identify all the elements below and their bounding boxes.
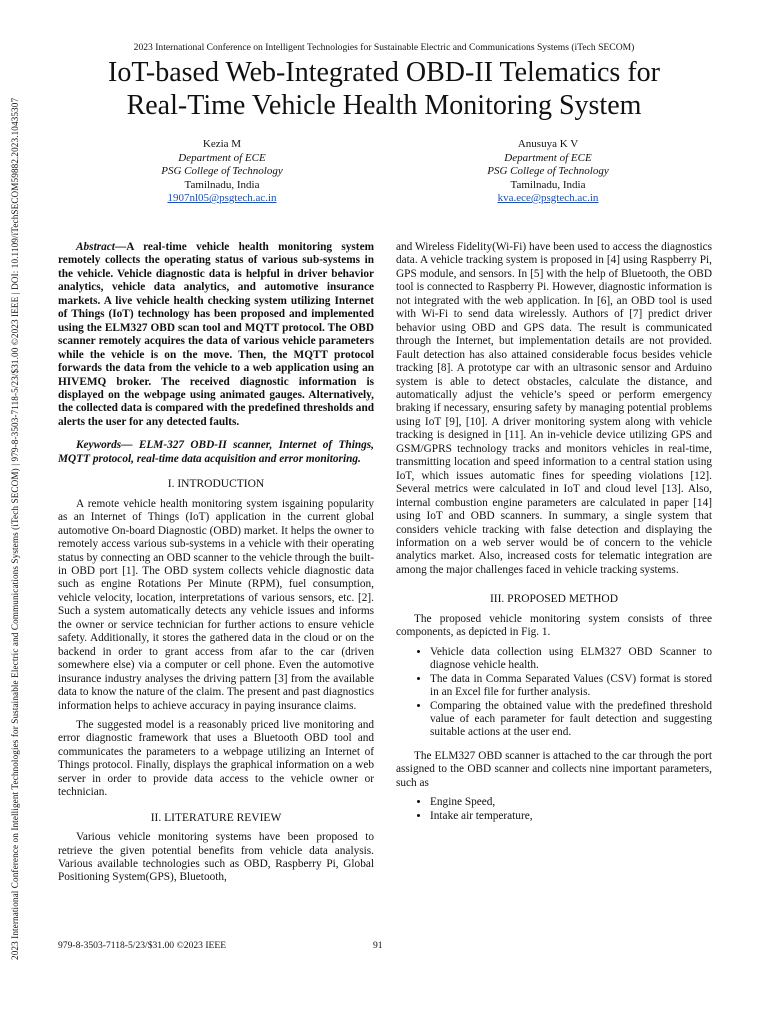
lit-paragraph-continued: and Wireless Fidelity(Wi-Fi) have been used to access the diagnostics data. A vehicle tracking system is proposed in [4] using Raspberry Pi, GPS module, and sensors. In [5] with the help of Bluetooth, the OBD tool is connected to Raspberry Pi. However, diagnostic information is not integrated with the web application. In [6], an OBD tool is used with Wi-Fi to send data wirelessly. Authors of [7] predict driver behavior using OBD and GPS data. The result is communicated through the Internet, but implementation details are not provided. Fault detection has also attained considerable focus besides vehicle tracking [8]. A prototype car with an ultrasonic sensor and Arduino system is able to detect obstacles, calculate the distance, and automatically adjust the vehicle’s speed or perform emergency braking if necessary, ensuring safety by managing potential problems using IoT [9], [10]. A driver monitoring system along with vehicle tracking is designed in [11]. An in-vehicle device utilizing GPS and GSM/GPRS technology tracks and monitors vehicles in real-time, transmitting location and speed information to a central station using IoT, which issues automatic fines for speeding violations [12]. Several metrics were calculated in IoT and cloud level [13]. Also, internal combustion engine parameters are calculated in paper [14] using IoT and OBD scanners. In summary, a single system that considers vehicle tracking with false detection and displaying the information on a web server would be of concern to the vehicle analytics market. Also, increased costs for telematic integration are among the major challenges faced in vehicle tracking systems.: [396, 241, 712, 576]
author-dept: Department of ECE: [504, 151, 592, 164]
author-dept: Department of ECE: [178, 151, 266, 164]
side-doi-strip: [10, 60, 24, 960]
author-email-link[interactable]: 1907nl05@psgtech.ac.in: [167, 192, 277, 204]
author-name: Anusuya K V: [517, 138, 579, 150]
section-2-heading: II. LITERATURE REVIEW: [150, 811, 282, 824]
side-doi-text: 2023 International Conference on Intelligent Technologies for Sustainable Electric and Communications Systems (iTech SECOM) | 979-8-3503-7118-5/23/$31.00 ©2023 IEEE | DOI: 10.1109/iTechSECOM59882.2023.10435307: [10, 97, 20, 960]
list-item: • Vehicle data collection using ELM327 OBD Scanner to diagnose vehicle health.: [430, 646, 712, 673]
section-3-heading: III. PROPOSED METHOD: [489, 593, 619, 606]
abstract: [58, 241, 374, 429]
author-block-1: [92, 138, 352, 206]
parameter-bullet-list: [396, 796, 712, 823]
paper-title: [40, 56, 728, 122]
abstract-label: Abstract: [76, 241, 115, 253]
author-institution: PSG College of Technology: [487, 165, 609, 177]
page-number: 91: [373, 940, 383, 951]
list-item: • Engine Speed,: [430, 796, 712, 809]
method-bullet-list: [396, 646, 712, 740]
keywords: Keywords— ELM-327 OBD-II scanner, Internet of Things, MQTT protocol, real-time data acquisition and error monitoring.: [58, 439, 374, 465]
lit-paragraph-1: Various vehicle monitoring systems have been proposed to retrieve the given potential benefits from vehicle data analysis. Various available technologies such as OBD, Raspberry Pi, Global Positioning System(GPS), Bluetooth,: [58, 831, 374, 884]
abstract-text: —A real-time vehicle health monitoring system remotely collects the operating status of various sub-systems in the vehicle. Vehicle diagnostic data is helpful in driver behavior analytics, vehicle data analytics, and automotive insurance markets. A live vehicle health checking system utilizing Internet of Things (IoT) technology has been proposed and implemented using the ELM327 OBD scan tool and MQTT protocol. The OBD scanner remotely acquires the data of various vehicle parameters while the vehicle is on the move. Then, the MQTT protocol forwards the data from the vehicle to a web application using an HIVEMQ broker. The received diagnostic information is displayed on the webpage using animated gauges. Alternatively, the collected data is compared with the predefined thresholds and alerts the user for any detected faults.: [58, 241, 375, 428]
author-name: Kezia M: [202, 138, 242, 150]
conference-header: 2023 International Conference on Intelligent Technologies for Sustainable Electric and Communications Systems (iTech SECOM): [133, 42, 635, 53]
title-line-2: Real-Time Vehicle Health Monitoring System: [126, 90, 642, 121]
method-paragraph-2: The ELM327 OBD scanner is attached to the car through the port assigned to the OBD scanner and collects nine important parameters, such as: [396, 749, 712, 789]
author-location: Tamilnadu, India: [510, 178, 586, 191]
footer-copyright: 979-8-3503-7118-5/23/$31.00 ©2023 IEEE: [58, 940, 227, 951]
list-item: • Comparing the obtained value with the predefined threshold value of each parameter for fault detection and suggesting suitable actions at the user end.: [430, 700, 712, 740]
intro-paragraph-2: The suggested model is a reasonably priced live monitoring and error diagnostic framework that uses a Bluetooth OBD tool and communicates the parameters to a webpage utilizing an Internet of Things protocol. Finally, displays the graphical information on a web server in order to provide data access to the vehicle owner or technician.: [58, 718, 374, 799]
title-line-1: IoT-based Web-Integrated OBD-II Telematics for: [108, 57, 660, 88]
author-email-link[interactable]: kva.ece@psgtech.ac.in: [497, 192, 599, 204]
list-item: • The data in Comma Separated Values (CSV) format is stored in an Excel file for further analysis.: [430, 673, 712, 700]
left-column: [58, 241, 374, 891]
section-1-heading: I. INTRODUCTION: [167, 478, 265, 491]
right-column: [396, 241, 712, 833]
list-item: • Intake air temperature,: [430, 810, 712, 823]
author-block-2: [418, 138, 678, 206]
intro-paragraph-1: A remote vehicle health monitoring system isgaining popularity as an Internet of Things (IoT) application in the current global automotive On-board Diagnostic (OBD) market. It helps the owner to remotely access various sub-systems in a vehicle with their operating status by connecting an OBD scanner to the vehicle through the built-in OBD port [1]. The OBD system collects vehicle diagnostic data such as engine Rotations Per Minute (RPM), fuel consumption, vehicle velocity, location, interpretations of various sensors, etc. [2]. Such a system automatically detects any vehicle issues and informs the owner or service technician for further actions to ensure vehicle safety. Additionally, it stores the gathered data in the cloud or on the backend in order to grant access from afar to the car (driven somewhere else) via a computer or cell phone. Even the automotive insurance industry analyses the driving pattern [3] from the available data to know the nature of the claim. The present and past diagnostics information helps to achieve accuracy in paying insurance claims.: [58, 497, 374, 712]
author-location: Tamilnadu, India: [184, 178, 260, 191]
author-institution: PSG College of Technology: [161, 165, 283, 177]
method-paragraph-1: The proposed vehicle monitoring system consists of three components, as depicted in Fig. 1.: [396, 612, 712, 639]
